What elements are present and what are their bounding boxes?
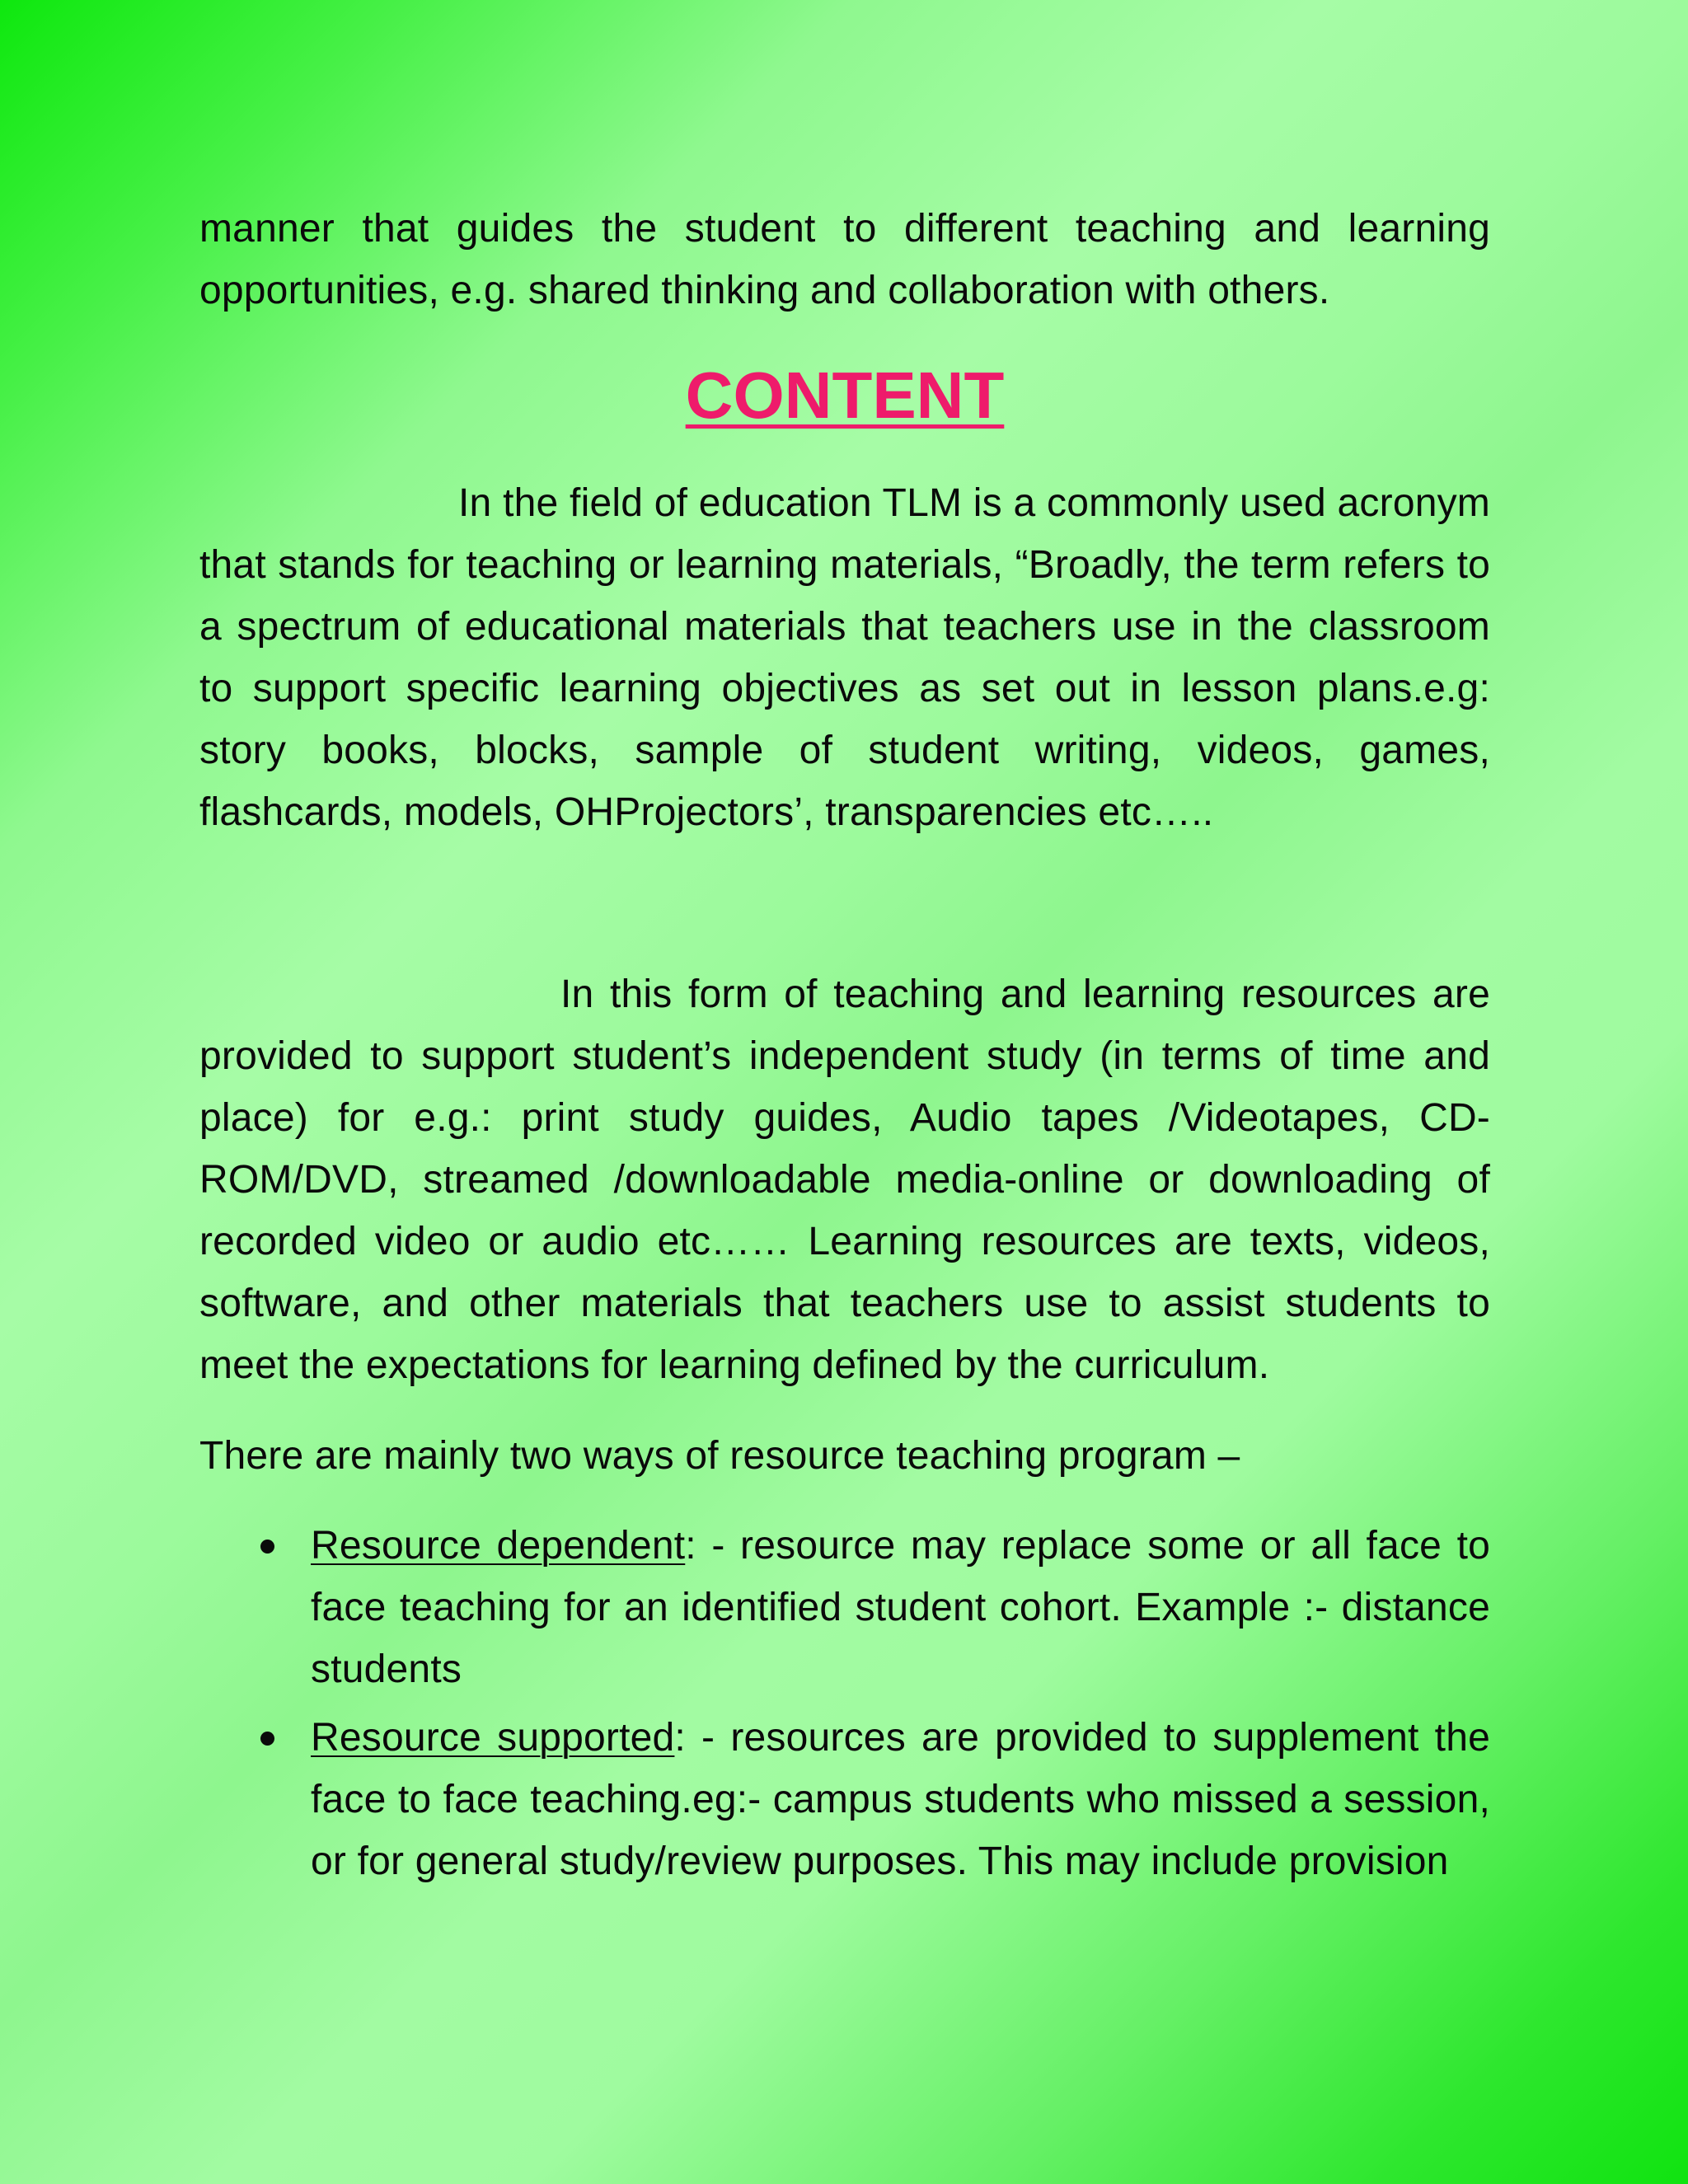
list-item-text <box>311 1515 1490 1700</box>
bullet-icon <box>260 1540 274 1554</box>
tlm-paragraph: In the field of education TLM is a commonly used acronym that stands for teaching or learning materials, “Broadly, the term refers to a spectrum of educational materials that teachers use in the classroom to support specific learning objectives as set out in lesson plans.e.g: story books, blocks, sample of student writing, videos, games, flashcards, models, OHProjectors’, transparencies etc….. <box>199 481 1490 834</box>
list-item-text <box>311 1707 1490 1892</box>
list-item-description: : - resource may replace some or all face to face teaching for an identified student cohort. Example :- distance students <box>311 1524 1491 1691</box>
intro-paragraph: manner that guides the student to different teaching and learning opportunities, e.g. shared thinking and collaboration with others. <box>199 207 1490 312</box>
term-resource-supported: Resource supported <box>311 1716 675 1760</box>
ways-paragraph: There are mainly two ways of resource teaching program – <box>199 1434 1240 1478</box>
list-item <box>199 1707 1490 1892</box>
list-item <box>199 1515 1490 1700</box>
term-resource-dependent: Resource dependent <box>311 1524 686 1568</box>
resources-paragraph: In this form of teaching and learning resources are provided to support student’s independent study (in terms of time and place) for e.g.: print study guides, Audio tapes /Videotapes, CD-ROM/DVD, streamed /downloadable media-online or downloading of recorded video or audio etc…… Learning resources are texts, videos, software, and other materials that teachers use to assist students to meet the expectations for learning defined by the curriculum. <box>199 972 1490 1387</box>
document-page <box>199 0 1490 2184</box>
section-heading: CONTENT <box>685 359 1005 432</box>
bullet-icon <box>260 1732 274 1746</box>
resource-ways-list <box>199 1515 1490 1899</box>
list-item-description: : - resources are provided to supplement the face to face teaching.eg:- campus students who missed a session, or for general study/review purposes. This may include provision <box>311 1716 1490 1883</box>
